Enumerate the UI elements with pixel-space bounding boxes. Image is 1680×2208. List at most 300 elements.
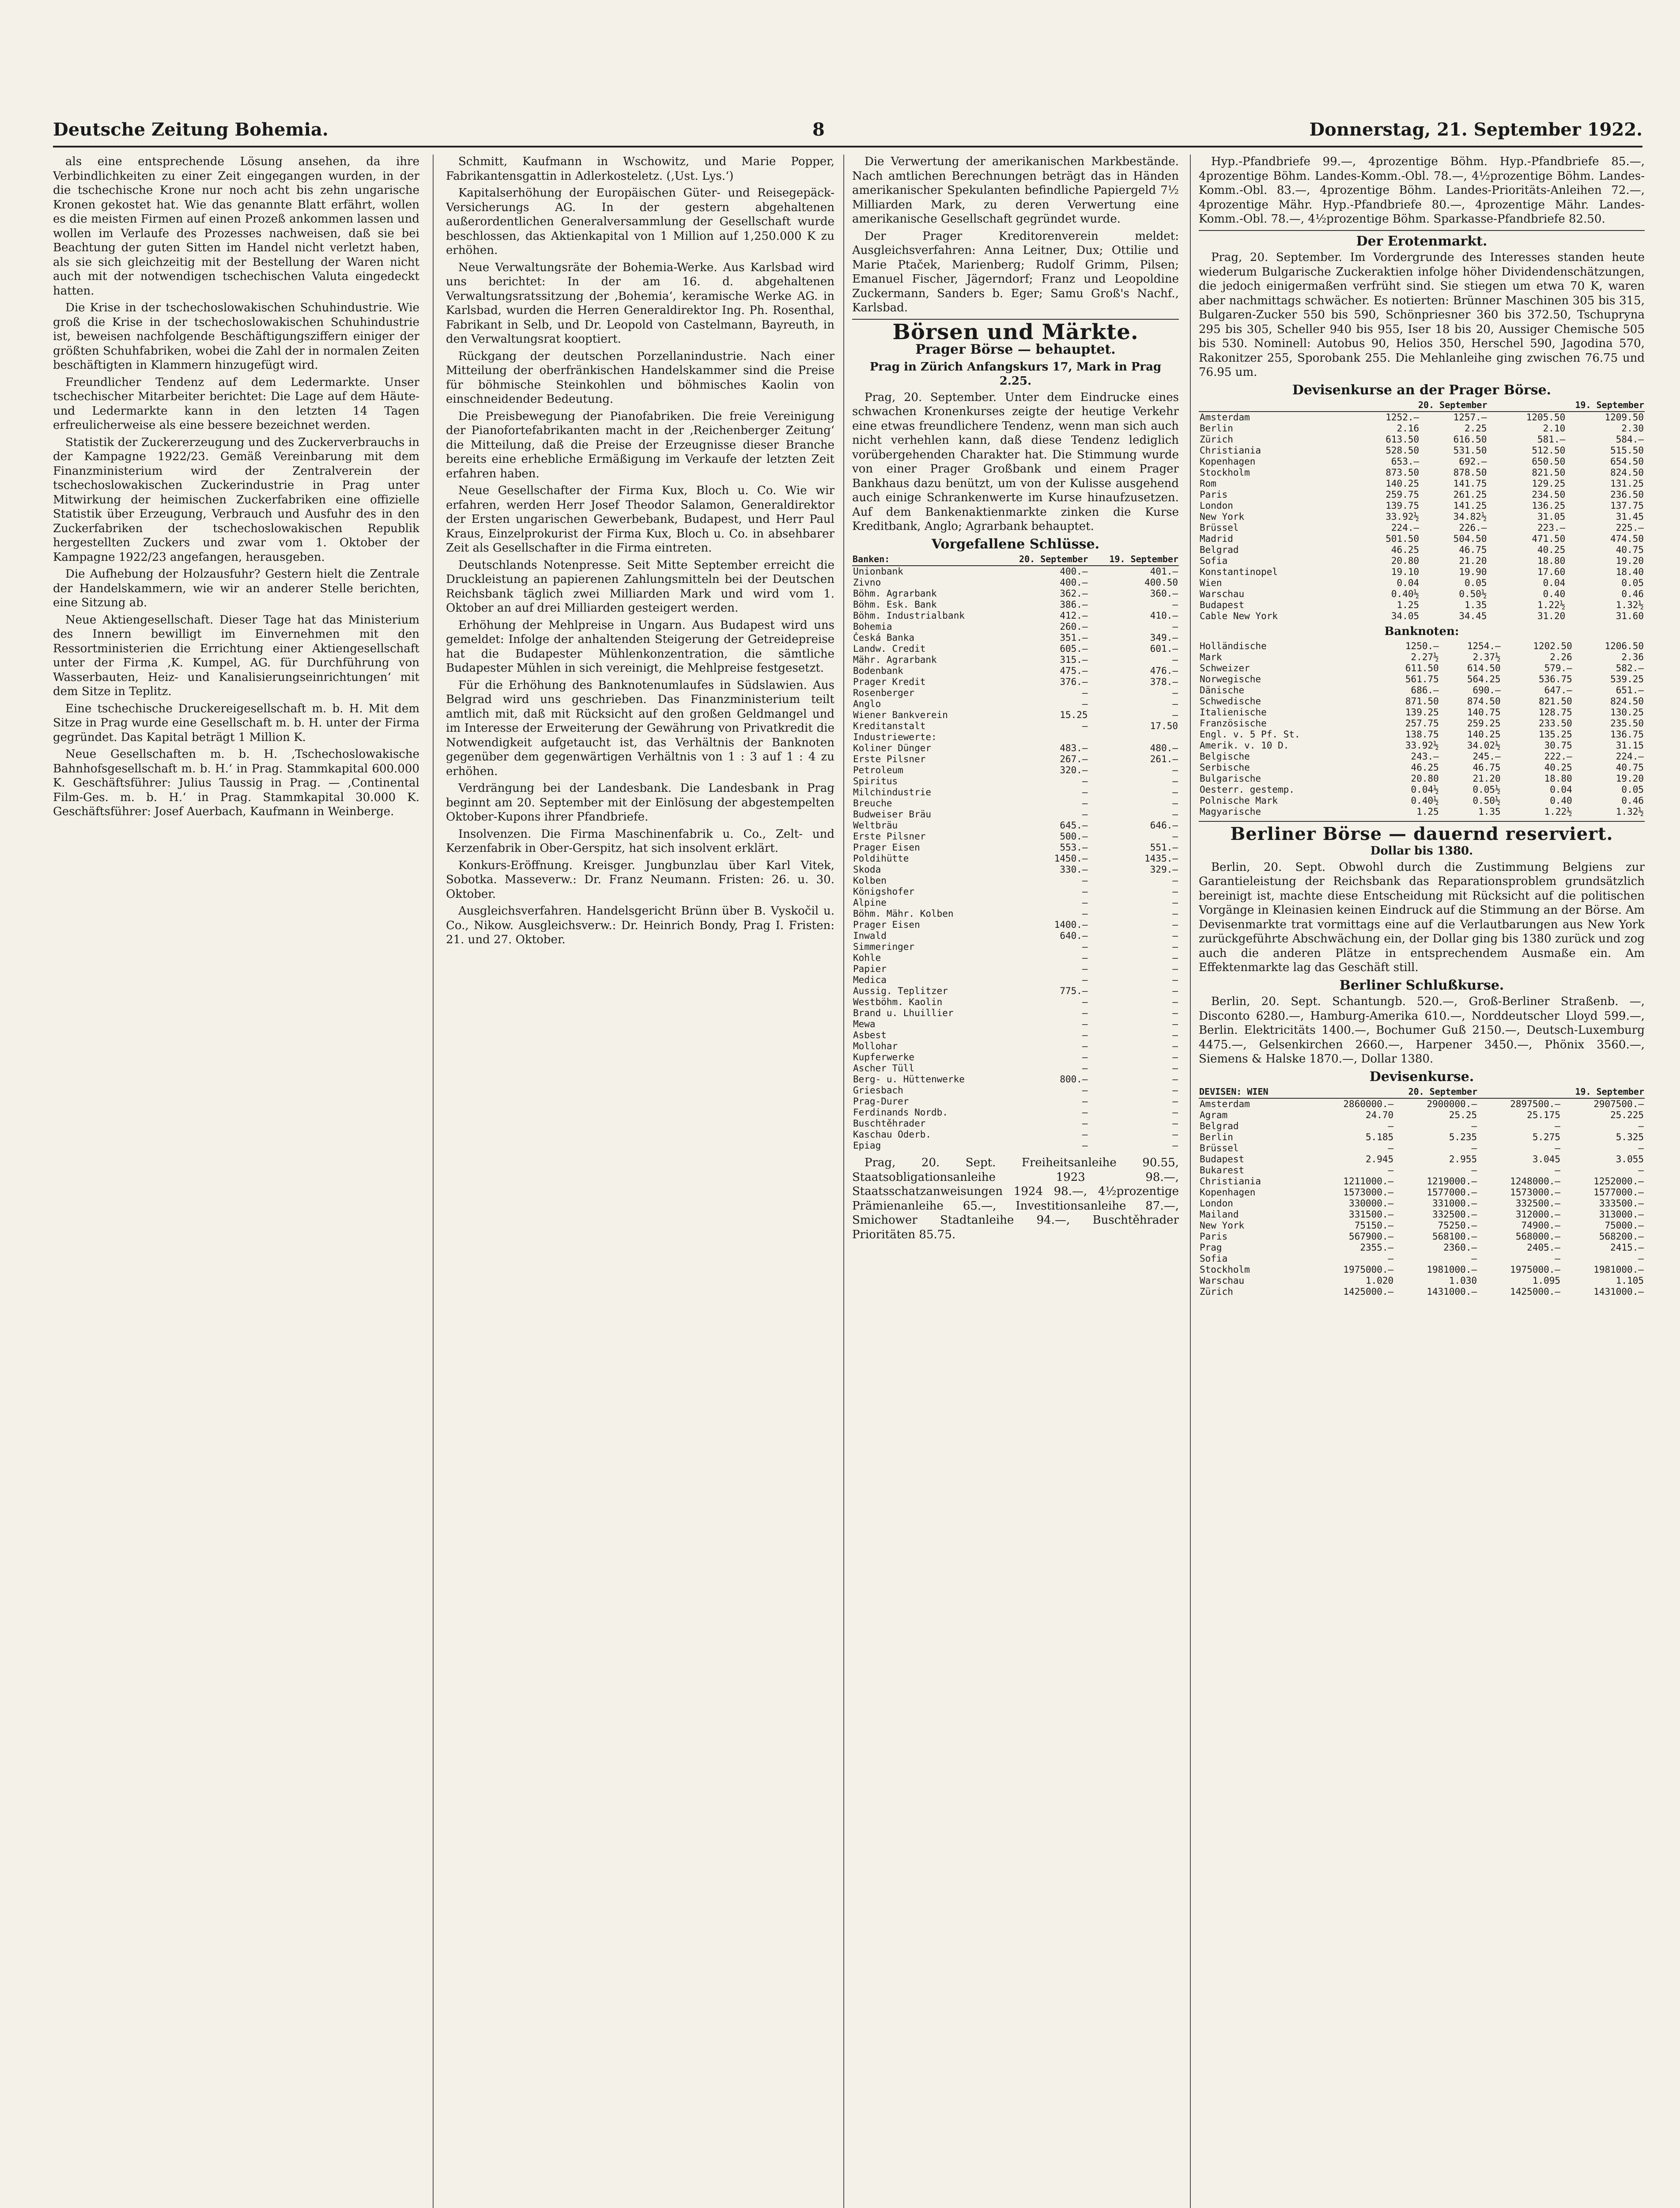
row-label: Stockholm bbox=[1200, 467, 1250, 478]
row-value: 654.50 bbox=[1610, 456, 1644, 467]
report-subline: Prag in Zürich Anfangskurs 17, Mark in Prag 2.25. bbox=[869, 360, 1162, 388]
row-value: 0.46 bbox=[1621, 795, 1644, 806]
table-row bbox=[852, 1019, 1179, 1030]
row-value: 2.26 bbox=[1550, 651, 1572, 662]
column-header: 19. September bbox=[1478, 1086, 1645, 1098]
row-value: 581.— bbox=[1537, 434, 1566, 445]
row-value: — bbox=[1082, 721, 1088, 731]
table-row bbox=[852, 610, 1179, 621]
table-row bbox=[852, 919, 1179, 930]
row-value: — bbox=[1172, 986, 1178, 996]
table-row bbox=[852, 1041, 1179, 1052]
row-value: — bbox=[1082, 886, 1088, 897]
row-value: 531.50 bbox=[1453, 445, 1487, 456]
row-label: Česká Banka bbox=[853, 632, 915, 643]
row-value: 601.— bbox=[1150, 643, 1178, 654]
table-row bbox=[852, 721, 1179, 732]
row-value: 75000.— bbox=[1604, 1220, 1644, 1231]
column-header: DEVISEN: WIEN bbox=[1199, 1086, 1311, 1098]
row-value: 647.— bbox=[1544, 684, 1572, 696]
row-value: 31.60 bbox=[1616, 611, 1644, 621]
row-label: Kupferwerke bbox=[853, 1052, 915, 1062]
row-label: New York bbox=[1200, 1220, 1245, 1231]
section-divider bbox=[1199, 821, 1645, 822]
row-value: 400.— bbox=[1060, 577, 1088, 588]
row-label: Oesterr. gestemp. bbox=[1200, 784, 1295, 795]
row-label: Bodenbank bbox=[853, 665, 903, 676]
row-value: 31.15 bbox=[1616, 740, 1644, 751]
row-value: 349.— bbox=[1150, 632, 1178, 643]
row-value: 3.055 bbox=[1616, 1154, 1644, 1164]
row-value: 1248000.— bbox=[1510, 1176, 1561, 1187]
row-value: 400.50 bbox=[1144, 577, 1178, 588]
table-row bbox=[852, 798, 1179, 809]
row-value: — bbox=[1172, 699, 1178, 709]
row-value: — bbox=[1172, 1085, 1178, 1096]
row-value: 40.25 bbox=[1544, 762, 1572, 773]
table-row bbox=[852, 699, 1179, 710]
row-value: — bbox=[1388, 1165, 1394, 1176]
table-row bbox=[1199, 1143, 1645, 1154]
row-label: Epiag bbox=[853, 1140, 881, 1151]
row-label: Koliner Dünger bbox=[853, 743, 932, 753]
row-value: 140.75 bbox=[1467, 707, 1501, 718]
row-value: 1981000.— bbox=[1593, 1264, 1644, 1275]
table-row bbox=[1199, 1209, 1645, 1220]
row-value: 138.75 bbox=[1405, 729, 1439, 740]
table-row bbox=[1199, 1154, 1645, 1165]
row-label: Prager Eisen bbox=[853, 919, 920, 930]
row-value: 18.40 bbox=[1616, 567, 1644, 577]
row-value: — bbox=[1172, 1008, 1178, 1018]
row-value: — bbox=[1172, 1140, 1178, 1151]
row-label: Königshofer bbox=[853, 886, 915, 897]
table-row bbox=[1199, 567, 1645, 578]
row-value: — bbox=[1082, 1063, 1088, 1074]
table-row bbox=[852, 765, 1179, 776]
row-value: 1431000.— bbox=[1427, 1286, 1477, 1297]
row-label: Ascher Tüll bbox=[853, 1063, 915, 1074]
berlin-close-quotes: Berlin, 20. Sept. Schantungb. 520.—, Groß-Berliner Straßenb. —, Disconto 6280.—, Hamburg-Amerika 610.—, Norddeutscher Lloyd 599.—, Berlin. Elektricitäts 1400.—, Bochumer Guß 2150.—, Deutsch-Luxemburg 4475.—, Gelsenkirchen 2660.—, Harpener 3450.—, Phönix 3560.—, Siemens & Halske 1870.—, Dollar 1380. bbox=[1199, 995, 1645, 1066]
table-row bbox=[1199, 478, 1645, 489]
row-value: — bbox=[1172, 919, 1178, 930]
row-label: Simmeringer bbox=[853, 941, 915, 952]
row-value: 40.75 bbox=[1616, 762, 1644, 773]
row-value: 824.50 bbox=[1610, 467, 1644, 478]
table-row bbox=[1199, 1286, 1645, 1297]
article-paragraph: Ausgleichsverfahren. Handelsgericht Brünn über B. Vyskočil u. Co., Nikow. Ausgleichsverw.: Dr. Heinrich Bondy, Prag I. Fristen: 21. und 27. Oktober. bbox=[446, 904, 834, 946]
row-value: — bbox=[1172, 1030, 1178, 1040]
row-value: 611.50 bbox=[1405, 662, 1439, 673]
row-label: Madrid bbox=[1200, 533, 1233, 544]
article-paragraph: Die Aufhebung der Holzausfuhr? Gestern hielt die Zentrale der Handelskammern, wie wir an anderer Stelle berichten, eine Sitzung ab. bbox=[53, 567, 419, 609]
table-row bbox=[852, 1096, 1179, 1107]
table-row bbox=[1199, 611, 1645, 622]
row-value: — bbox=[1172, 831, 1178, 842]
row-value: — bbox=[1082, 941, 1088, 952]
table-row bbox=[852, 677, 1179, 688]
row-value: — bbox=[1638, 1121, 1644, 1131]
table-row bbox=[1199, 652, 1645, 663]
table-row bbox=[852, 886, 1179, 897]
row-value: 605.— bbox=[1060, 643, 1088, 654]
table-row bbox=[852, 588, 1179, 599]
row-label: Erste Pilsner bbox=[853, 831, 926, 842]
row-value: 19.10 bbox=[1391, 567, 1420, 577]
row-value: 223.— bbox=[1537, 522, 1566, 533]
row-value: — bbox=[1082, 1107, 1088, 1118]
row-value: 34.45 bbox=[1459, 611, 1487, 621]
row-value bbox=[998, 732, 1088, 743]
row-value: 568200.— bbox=[1599, 1231, 1644, 1242]
row-label: Brüssel bbox=[1200, 1143, 1239, 1153]
row-value: — bbox=[1172, 710, 1178, 720]
row-value: — bbox=[1172, 964, 1178, 974]
article-paragraph: Erhöhung der Mehlpreise in Ungarn. Aus Budapest wird uns gemeldet: Infolge der anhaltenden Steigerung der Getreidepreise hat die Budapester Mühlenkonzentration, die sämtliche Budapester Mühlen in sich vereinigt, die Mehlpreise festgesetzt. bbox=[446, 618, 834, 675]
row-value: 1.22½ bbox=[1537, 600, 1566, 610]
row-value: 1.32½ bbox=[1616, 600, 1644, 610]
row-value: 267.— bbox=[1060, 754, 1088, 764]
row-value: 224.— bbox=[1391, 522, 1420, 533]
table-row bbox=[1199, 556, 1645, 567]
row-value: 1573000.— bbox=[1343, 1187, 1394, 1198]
row-label: Papier bbox=[853, 964, 887, 974]
table-row bbox=[852, 754, 1179, 765]
row-label: Serbische bbox=[1200, 762, 1250, 773]
row-value: 1.095 bbox=[1532, 1275, 1561, 1286]
table-row bbox=[852, 975, 1179, 986]
row-value: — bbox=[1471, 1253, 1477, 1264]
row-value: — bbox=[1471, 1121, 1477, 1131]
table-row bbox=[1199, 578, 1645, 589]
table-row bbox=[852, 997, 1179, 1008]
article-paragraph: Die Krise in der tschechoslowakischen Schuhindustrie. Wie groß die Krise in der tschechoslowakischen Schuhindustrie ist, beweisen nachfolgende Beschäftigungsziffern einiger der größten Schuhfabriken, wobei die Zahl der in normalen Zeiten beschäftigten in Klammern hinzugefügt wird. bbox=[53, 301, 419, 372]
row-value: — bbox=[1172, 599, 1178, 610]
row-value: 2.25 bbox=[1464, 423, 1487, 434]
row-value: 873.50 bbox=[1386, 467, 1420, 478]
row-value: 651.— bbox=[1616, 684, 1644, 696]
issue-date: Donnerstag, 21. September 1922. bbox=[1309, 119, 1642, 140]
table-row bbox=[1199, 1098, 1645, 1110]
row-value: 690.— bbox=[1472, 684, 1501, 696]
column-1 bbox=[53, 155, 419, 2208]
row-label: Buschtěhrader bbox=[853, 1118, 926, 1129]
row-value: 313000.— bbox=[1599, 1209, 1644, 1220]
row-value: 2415.— bbox=[1610, 1242, 1644, 1253]
article-paragraph: Die Preisbewegung der Pianofabriken. Die freie Vereinigung der Pianofortefabrikanten macht in der ‚Reichenberger Zeitung‘ die Mitteilung, daß die Preise der Erzeugnisse dieser Branche bereits eine erhebliche Ermäßigung im Verkaufe der letzten Zeit erfahren haben. bbox=[446, 409, 834, 480]
row-value: — bbox=[1082, 1096, 1088, 1107]
row-label: Aussig. Teplitzer bbox=[853, 986, 948, 996]
row-label: Böhm. Agrarbank bbox=[853, 588, 937, 599]
berlin-report: Berlin, 20. Sept. Obwohl durch die Zustimmung Belgiens zur Garantieleistung der Reichsbank das Reparationsproblem grundsätzlich bereinigt ist, machte diese Entscheidung mit Rücksicht auf die politischen Vorgänge in Kleinasien keinen Eindruck auf die Stimmung an der Börse. Am Devisenmarkte trat vormittags eine auf die Verlautbarungen aus New York zurückgeführte Abschwächung ein, der Dollar ging bis 1380 zurück und zog auch die anderen Plätze in entsprechendem Ausmaße ein. Am Effektenmarkte lag das Geschäft still. bbox=[1199, 860, 1645, 974]
row-value: — bbox=[1471, 1143, 1477, 1153]
column-header: 20. September bbox=[1352, 399, 1488, 412]
section-title: Börsen und Märkte. bbox=[892, 319, 1139, 344]
row-label: Medica bbox=[853, 975, 887, 985]
row-value: 226.— bbox=[1459, 522, 1487, 533]
table-row bbox=[852, 875, 1179, 886]
row-value: 645.— bbox=[1060, 820, 1088, 831]
row-value: 329.— bbox=[1150, 864, 1178, 875]
row-value: 1577000.— bbox=[1427, 1187, 1477, 1198]
table-row bbox=[1199, 1220, 1645, 1231]
row-value: 20.80 bbox=[1391, 556, 1420, 566]
row-value: — bbox=[1172, 1118, 1178, 1129]
article-paragraph: Deutschlands Notenpresse. Seit Mitte September erreicht die Druckleistung an papierenen Zahlungsmitteln bei der Deutschen Reichsbank täglich zwei Milliarden Mark und wird vom 1. Oktober an auf drei Milliarden gesteigert werden. bbox=[446, 558, 834, 615]
row-value: — bbox=[1082, 1008, 1088, 1018]
row-value: — bbox=[1172, 930, 1178, 941]
row-label: Schweizer bbox=[1200, 662, 1250, 673]
row-value: 130.25 bbox=[1610, 707, 1644, 718]
column-header: 19. September bbox=[1488, 399, 1645, 412]
article-paragraph: Verdrängung bei der Landesbank. Die Landesbank in Prag beginnt am 20. September mit der Einlösung der abgestempelten Oktober-Kupons ihrer Pfandbriefe. bbox=[446, 782, 834, 824]
row-label: Prag bbox=[1200, 1242, 1222, 1253]
berlin-close-title: Berliner Schlußkurse. bbox=[1339, 977, 1504, 993]
row-label: Cable New York bbox=[1200, 611, 1278, 621]
row-value: — bbox=[1555, 1121, 1561, 1131]
page-header bbox=[53, 119, 1642, 147]
row-label: Amsterdam bbox=[1200, 1099, 1250, 1109]
row-label: Breuche bbox=[853, 798, 892, 809]
table-row bbox=[852, 710, 1179, 721]
table-row bbox=[852, 953, 1179, 964]
row-label: Mollohar bbox=[853, 1041, 898, 1051]
row-label: Kreditanstalt bbox=[853, 721, 926, 731]
article-paragraph: Die Verwertung der amerikanischen Markbestände. Nach amtlichen Berechnungen beträgt das in Händen amerikanischer Spekulanten befindliche Papiergeld 7½ Milliarden Mark, zu deren Verwertung eine amerikanische Gesellschaft gegründet wurde. bbox=[852, 155, 1179, 226]
row-value: 46.25 bbox=[1391, 544, 1420, 555]
row-value: 136.25 bbox=[1532, 500, 1566, 511]
closing-quotes-table bbox=[852, 553, 1179, 1151]
row-value: 320.— bbox=[1060, 765, 1088, 775]
row-value: 2360.— bbox=[1443, 1242, 1477, 1253]
table-row bbox=[1199, 500, 1645, 511]
row-value: 139.25 bbox=[1405, 707, 1439, 718]
row-value: — bbox=[1172, 688, 1178, 698]
row-value: 0.04 bbox=[1543, 578, 1566, 588]
row-label: Böhm. Mähr. Kolben bbox=[853, 908, 954, 919]
row-value: 261.— bbox=[1150, 754, 1178, 764]
table-row bbox=[1199, 423, 1645, 434]
row-value: 137.75 bbox=[1610, 500, 1644, 511]
row-label: Budapest bbox=[1200, 600, 1245, 610]
row-value: — bbox=[1638, 1165, 1644, 1176]
row-value: 400.— bbox=[1060, 566, 1088, 577]
row-value: 0.40½ bbox=[1411, 795, 1439, 806]
row-value: 1254.— bbox=[1467, 640, 1501, 651]
row-value: 5.325 bbox=[1616, 1132, 1644, 1142]
row-label: Polnische Mark bbox=[1200, 795, 1278, 806]
row-value: 0.05 bbox=[1464, 578, 1487, 588]
row-value: — bbox=[1471, 1165, 1477, 1176]
row-value: — bbox=[1082, 908, 1088, 919]
row-value: 139.75 bbox=[1386, 500, 1420, 511]
row-label: Prager Kredit bbox=[853, 677, 926, 687]
row-value: 2907500.— bbox=[1593, 1099, 1644, 1109]
row-value: 616.50 bbox=[1453, 434, 1487, 445]
row-label: Dänische bbox=[1200, 684, 1245, 696]
row-label: Holländische bbox=[1200, 640, 1267, 651]
row-label: Kopenhagen bbox=[1200, 456, 1256, 467]
article-paragraph: Hyp.-Pfandbriefe 99.—, 4prozentige Böhm. Hyp.-Pfandbriefe 85.—, 4prozentige Böhm. Landes-Komm.-Obl. 78.—, 4½prozentige Böhm. Landes-Komm.-Obl. 83.—, 4prozentige Böhm. Landes-Prioritäts-Anleihen 72.—, 4prozentige Mähr. Hyp.-Pfandbriefe 80.—, 4prozentige Mähr. Landes-Komm.-Obl. 78.—, 4½prozentige Böhm. Sparkasse-Pfandbriefe 82.50. bbox=[1199, 155, 1645, 226]
row-value: 24.70 bbox=[1365, 1110, 1394, 1120]
row-value: 19.20 bbox=[1616, 773, 1644, 784]
row-value: 140.25 bbox=[1386, 478, 1420, 489]
row-value: 474.50 bbox=[1610, 533, 1644, 544]
table-row bbox=[1199, 522, 1645, 533]
row-label: Poldihütte bbox=[853, 853, 909, 864]
row-value: — bbox=[1172, 1096, 1178, 1107]
table-row bbox=[852, 621, 1179, 632]
row-label: Warschau bbox=[1200, 1275, 1245, 1286]
row-value: 259.75 bbox=[1386, 489, 1420, 500]
row-value: — bbox=[1388, 1121, 1394, 1131]
row-value: — bbox=[1082, 997, 1088, 1007]
row-value: 1.22½ bbox=[1544, 806, 1572, 817]
table-row bbox=[1199, 1264, 1645, 1275]
row-value: 332500.— bbox=[1432, 1209, 1477, 1220]
row-label: Erste Pilsner bbox=[853, 754, 926, 764]
table-title: Vorgefallene Schlüsse. bbox=[931, 536, 1100, 552]
row-value: 800.— bbox=[1060, 1074, 1088, 1085]
table-row bbox=[1199, 412, 1645, 423]
table-row bbox=[1199, 1176, 1645, 1187]
row-label: Wiener Bankverein bbox=[853, 710, 948, 720]
row-label: Milchindustrie bbox=[853, 787, 932, 798]
row-label: Sofia bbox=[1200, 556, 1228, 566]
table-row bbox=[1199, 1231, 1645, 1242]
row-value: 17.50 bbox=[1150, 721, 1178, 731]
table-row bbox=[852, 1085, 1179, 1096]
row-value: 376.— bbox=[1060, 677, 1088, 687]
row-value: 0.46 bbox=[1621, 589, 1644, 599]
row-value: 1252000.— bbox=[1593, 1176, 1644, 1187]
row-value: — bbox=[1172, 886, 1178, 897]
table-row bbox=[852, 908, 1179, 919]
row-value: 471.50 bbox=[1532, 533, 1566, 544]
row-label: Christiania bbox=[1200, 1176, 1261, 1187]
row-value: 34.02½ bbox=[1467, 740, 1501, 751]
table-row bbox=[852, 853, 1179, 864]
row-value: 568100.— bbox=[1432, 1231, 1477, 1242]
row-value: 141.75 bbox=[1453, 478, 1487, 489]
row-value: 2.10 bbox=[1543, 423, 1566, 434]
row-value: 686.— bbox=[1411, 684, 1439, 696]
article-paragraph: Neue Gesellschafter der Firma Kux, Bloch u. Co. Wie wir erfahren, werden Herr Josef Theodor Salamon, Generaldirektor der Ersten ungarischen Gewerbebank, Budapest, und Herr Paul Kraus, Einzelprokurist der Firma Kux, Bloch u. Co. in absehbarer Zeit als Gesellschafter in die Firma eintreten. bbox=[446, 484, 834, 555]
row-label: Weltbräu bbox=[853, 820, 898, 831]
table-row bbox=[1199, 707, 1645, 718]
row-value: 25.25 bbox=[1449, 1110, 1477, 1120]
column-2 bbox=[446, 155, 834, 2208]
row-value: 33.92½ bbox=[1405, 740, 1439, 751]
row-value: 2355.— bbox=[1360, 1242, 1394, 1253]
row-value: 332500.— bbox=[1515, 1198, 1561, 1209]
row-label: Kaschau Oderb. bbox=[853, 1129, 932, 1140]
row-value: 330.— bbox=[1060, 864, 1088, 875]
article-paragraph: Statistik der Zuckererzeugung und des Zuckerverbrauchs in der Kampagne 1922/23. Gemäß Vereinbarung mit dem Finanzministerium wird der Zentralverein der tschechoslowakischen Zuckerindustrie in Prag unter Mitwirkung der heimischen Zuckerfabriken eine offizielle Statistik über Erzeugung, Verbrauch und Ausfuhr des in den Zuckerfabriken der tschechoslowakischen Republik hergestellten Zuckers und zwar vom 1. Oktober der Kampagne 1922/23 angefangen, herausgeben. bbox=[53, 435, 419, 564]
table-row bbox=[1199, 718, 1645, 729]
paper-name: Deutsche Zeitung Bohemia. bbox=[53, 119, 328, 140]
row-label: Norwegische bbox=[1200, 673, 1261, 684]
row-label: Petroleum bbox=[853, 765, 903, 775]
article-paragraph: Freundlicher Tendenz auf dem Ledermarkte. Unser tschechischer Mitarbeiter berichtet: Die Lage auf dem Häute- und Ledermarkte kann in den letzten 14 Tagen erfreulicherweise als eine bessere bezeichnet werden. bbox=[53, 375, 419, 432]
row-value: 561.75 bbox=[1405, 673, 1439, 684]
row-value: 129.25 bbox=[1532, 478, 1566, 489]
row-value: — bbox=[1082, 776, 1088, 786]
table-row bbox=[1199, 533, 1645, 544]
row-label: Konstantinopel bbox=[1200, 567, 1278, 577]
row-value: 501.50 bbox=[1386, 533, 1420, 544]
row-value: 553.— bbox=[1060, 842, 1088, 853]
row-value: — bbox=[1082, 975, 1088, 985]
row-value: 1211000.— bbox=[1343, 1176, 1394, 1187]
table-row bbox=[852, 1074, 1179, 1085]
row-label: Kolben bbox=[853, 875, 887, 886]
row-label: Sofia bbox=[1200, 1253, 1228, 1264]
row-value: — bbox=[1082, 953, 1088, 963]
banknotes-table bbox=[1199, 641, 1645, 817]
row-label: Italienische bbox=[1200, 707, 1267, 718]
row-label: Böhm. Esk. Bank bbox=[853, 599, 937, 610]
row-value: 410.— bbox=[1150, 610, 1178, 621]
table-row bbox=[852, 1118, 1179, 1129]
row-label: Skoda bbox=[853, 864, 881, 875]
row-label: Belgrad bbox=[1200, 544, 1239, 555]
row-label: Kohle bbox=[853, 953, 881, 963]
table-row bbox=[1199, 600, 1645, 611]
row-value: — bbox=[1082, 1085, 1088, 1096]
row-value: 18.80 bbox=[1537, 556, 1566, 566]
row-value: 476.— bbox=[1150, 665, 1178, 676]
row-value: 128.75 bbox=[1538, 707, 1572, 718]
row-value: 31.45 bbox=[1616, 511, 1644, 522]
row-value: 1209.50 bbox=[1604, 412, 1644, 423]
table-row bbox=[852, 1063, 1179, 1074]
row-value: 3.045 bbox=[1532, 1154, 1561, 1164]
row-value: 1.35 bbox=[1478, 806, 1501, 817]
row-value: 568000.— bbox=[1515, 1231, 1561, 1242]
row-value: 0.04 bbox=[1397, 578, 1420, 588]
row-value: — bbox=[1555, 1253, 1561, 1264]
table-row bbox=[1199, 696, 1645, 707]
row-value: 2.27½ bbox=[1411, 651, 1439, 662]
row-value: — bbox=[1172, 787, 1178, 798]
row-value: — bbox=[1388, 1253, 1394, 1264]
produce-report: Prag, 20. September. Im Vordergrunde des Interesses standen heute wiederum Bulgarische Zuckeraktien infolge höher Dividendenschätzungen, die jedoch einigermaßen verfrüht sind. Sie stiegen um etwa 70 K, waren aber nachmittags schwächer. Es notierten: Brünner Maschinen 305 bis 315, Bulgaren-Zucker 550 bis 590, Schönpriesner 360 bis 372.50, Tschupryna 295 bis 305, Scheller 940 bis 955, Iser 18 bis 20, Aussiger Chemische 505 bis 530. Nominell: Autobus 90, Helios 350, Herschel 590, Jagodina 570, Rakonitzer 255, Sporobank 255. Die Mehlanleihe ging zwischen 76.75 und 76.95 um. bbox=[1199, 251, 1645, 379]
row-value: 528.50 bbox=[1386, 445, 1420, 456]
row-label: Engl. v. 5 Pf. St. bbox=[1200, 729, 1300, 740]
row-value: 500.— bbox=[1060, 831, 1088, 842]
row-label: Belgrad bbox=[1200, 1121, 1239, 1131]
row-value: — bbox=[1172, 1041, 1178, 1051]
row-value: 1.020 bbox=[1365, 1275, 1394, 1286]
table-row bbox=[852, 1129, 1179, 1140]
vienna-fx-table bbox=[1199, 1086, 1645, 1297]
row-label: Warschau bbox=[1200, 589, 1245, 599]
row-value: 224.— bbox=[1616, 751, 1644, 762]
row-value: — bbox=[1172, 1107, 1178, 1118]
row-value: — bbox=[1172, 809, 1178, 820]
table-row bbox=[1199, 762, 1645, 773]
row-value: 1202.50 bbox=[1533, 640, 1572, 651]
row-value: — bbox=[1082, 964, 1088, 974]
row-value: 0.40 bbox=[1550, 795, 1572, 806]
row-value: 40.75 bbox=[1616, 544, 1644, 555]
row-value: 1.25 bbox=[1416, 806, 1439, 817]
table-row bbox=[852, 787, 1179, 798]
table-row bbox=[852, 831, 1179, 842]
row-value: 30.75 bbox=[1544, 740, 1572, 751]
row-value: — bbox=[1082, 699, 1088, 709]
